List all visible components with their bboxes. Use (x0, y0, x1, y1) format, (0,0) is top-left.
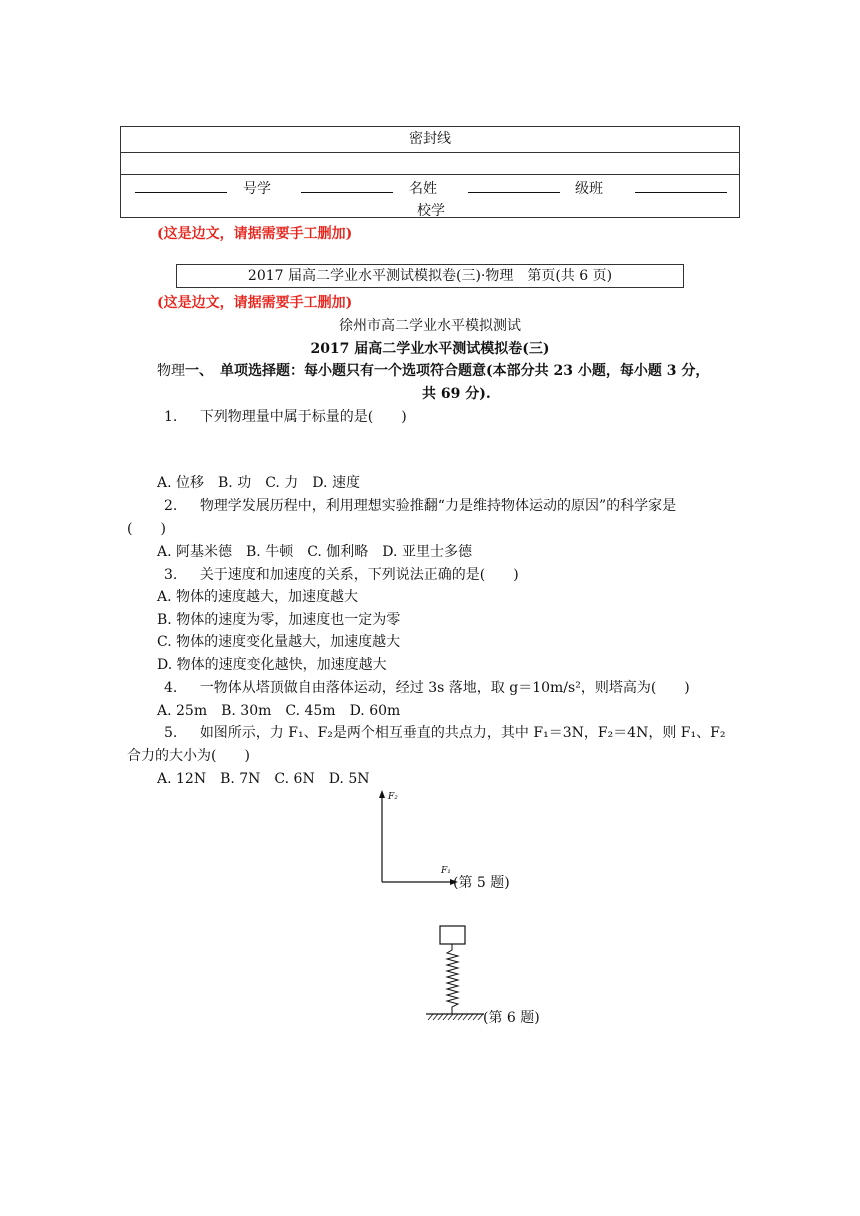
question-3 (164, 564, 519, 584)
question-4 (164, 677, 690, 697)
q3-choice-c: C. 物体的速度变化量越大，加速度越大 (157, 634, 401, 650)
label-class: 级班 (575, 181, 603, 197)
q2-stem-cont: ( ) (127, 521, 166, 537)
ground-hatch (428, 1014, 483, 1020)
label-student-number: 号学 (243, 181, 271, 197)
header-box: 2017 届高二学业水平测试模拟卷(三)·物理 第页(共 6 页) (176, 264, 684, 288)
question-5 (164, 722, 725, 742)
block (440, 926, 465, 944)
q1-stem: 下列物理量中属于标量的是( ) (199, 409, 407, 425)
q1-number: 1. (164, 409, 178, 425)
q3-number: 3. (164, 567, 178, 583)
section-prefix: 物理 (157, 363, 185, 379)
section-heading (157, 360, 709, 380)
q2-options: A. 阿基米德 B. 牛顿 C. 伽利略 D. 亚里士多德 (157, 544, 472, 560)
blank-line (135, 178, 227, 193)
blank-line (301, 178, 393, 193)
section-heading-a: 一、 单项选择题：每小题只有一个选项符合题意(本部分共 23 小题，每小题 3 分， (185, 363, 710, 379)
question-1 (164, 406, 407, 426)
seal-empty-row (121, 152, 739, 175)
q3-choice-b: B. 物体的速度为零，加速度也一定为零 (157, 612, 401, 628)
side-note: (这是边文，请据需要手工删加) (157, 295, 353, 311)
seal-line-label: 密封线 (121, 127, 739, 153)
seal-fields-row (121, 174, 739, 219)
q3-stem: 关于速度和加速度的关系，下列说法正确的是( ) (199, 567, 519, 583)
spring-diagram (420, 924, 490, 1024)
q4-stem: 一物体从塔顶做自由落体运动，经过 3s 落地，取 g＝10m/s²，则塔高为( ) (199, 680, 690, 696)
f2-arrowhead (379, 790, 385, 798)
label-school: 校学 (417, 203, 445, 219)
label-name: 名姓 (409, 181, 437, 197)
title-line1: 徐州市高二学业水平模拟测试 (339, 318, 521, 334)
label-f2: F₂ (388, 792, 398, 802)
q2-number: 2. (164, 498, 178, 514)
q5-stem-cont: 合力的大小为( ) (127, 748, 250, 764)
section-heading-b: 共 69 分). (422, 386, 491, 402)
title-line2: 2017 届高二学业水平测试模拟卷(三) (310, 341, 550, 357)
fig5-caption: (第 5 题) (453, 875, 510, 891)
q3-choice-a: A. 物体的速度越大，加速度越大 (157, 589, 359, 605)
spring (447, 944, 458, 1014)
q5-stem: 如图所示，力 F₁、F₂是两个相互垂直的共点力，其中 F₁＝3N，F₂＝4N，则 F₁、F₂ (199, 725, 726, 741)
question-2 (164, 495, 676, 515)
q1-options: A. 位移 B. 功 C. 力 D. 速度 (157, 475, 360, 491)
fig6-caption: (第 6 题) (483, 1010, 540, 1026)
label-f1: F₁ (441, 866, 451, 876)
q2-stem: 物理学发展历程中，利用理想实验推翻“力是维持物体运动的原因”的科学家是 (199, 498, 677, 514)
q5-options: A. 12N B. 7N C. 6N D. 5N (157, 771, 370, 787)
q4-number: 4. (164, 680, 178, 696)
q3-choice-d: D. 物体的速度变化越快，加速度越大 (157, 657, 387, 673)
side-note: (这是边文，请据需要手工删加) (157, 226, 353, 242)
blank-line (468, 178, 560, 193)
q5-number: 5. (164, 725, 178, 741)
blank-line (635, 178, 727, 193)
q4-options: A. 25m B. 30m C. 45m D. 60m (157, 703, 401, 719)
seal-table (120, 126, 740, 218)
